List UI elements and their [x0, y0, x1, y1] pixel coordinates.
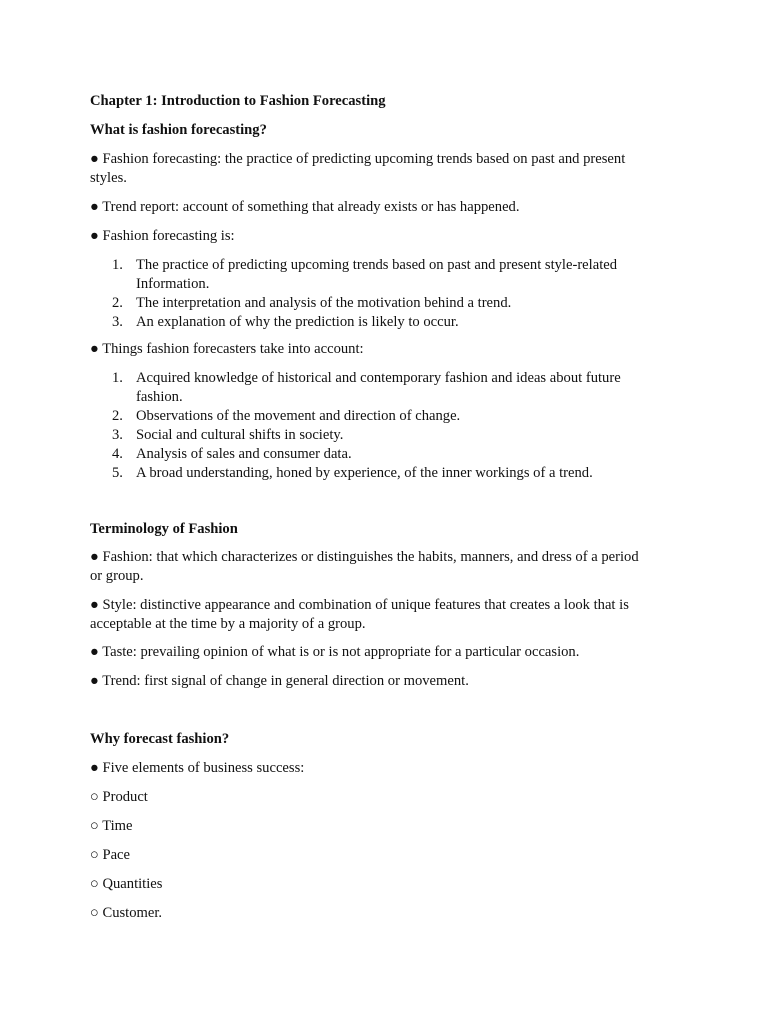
bullet-taste-definition: ● Taste: prevailing opinion of what is or is not appropriate for a particular occasion. — [90, 644, 580, 660]
forecasters-consider-list — [90, 369, 656, 483]
bullet-things-forecasters-consider: ● Things fashion forecasters take into account: — [90, 341, 364, 357]
list-item: 5. A broad understanding, honed by experience, of the inner workings of a trend. — [112, 465, 593, 481]
list-item-quantities: ○ Quantities — [90, 876, 163, 892]
list-item-pace: ○ Pace — [90, 847, 131, 863]
list-item-customer: ○ Customer. — [90, 905, 163, 921]
bullet-five-elements: ● Five elements of business success: — [90, 760, 305, 776]
bullet-forecasting-is: ● Fashion forecasting is: — [90, 228, 235, 244]
list-item: 2. The interpretation and analysis of the motivation behind a trend. — [112, 295, 512, 311]
forecasting-is-list — [90, 256, 656, 332]
bullet-fashion-forecasting-definition: ● Fashion forecasting: the practice of predicting upcoming trends based on past and present styles. — [90, 151, 626, 186]
section-heading-what-is-forecasting: What is fashion forecasting? — [90, 122, 267, 138]
bullet-trend-report: ● Trend report: account of something that already exists or has happened. — [90, 199, 520, 215]
bullet-fashion-definition: ● Fashion: that which characterizes or distinguishes the habits, manners, and dress of a period or group. — [90, 549, 639, 584]
list-item: 3. An explanation of why the prediction is likely to occur. — [112, 314, 459, 330]
section-heading-why-forecast: Why forecast fashion? — [90, 731, 230, 747]
list-item: 1. Acquired knowledge of historical and contemporary fashion and ideas about future fashion. — [112, 370, 621, 405]
bullet-trend-definition: ● Trend: first signal of change in general direction or movement. — [90, 673, 469, 689]
list-item-product: ○ Product — [90, 789, 148, 805]
list-item: 2. Observations of the movement and direction of change. — [112, 408, 461, 424]
list-item: 4. Analysis of sales and consumer data. — [112, 446, 352, 462]
section-heading-terminology: Terminology of Fashion — [90, 521, 238, 537]
list-item: 3. Social and cultural shifts in society. — [112, 427, 344, 443]
chapter-title: Chapter 1: Introduction to Fashion Forecasting — [90, 93, 386, 109]
bullet-style-definition: ● Style: distinctive appearance and combination of unique features that creates a look that is acceptable at the time by a majority of a group. — [90, 597, 629, 632]
list-item-time: ○ Time — [90, 818, 133, 834]
list-item: 1. The practice of predicting upcoming trends based on past and present style-related Information. — [112, 257, 618, 292]
